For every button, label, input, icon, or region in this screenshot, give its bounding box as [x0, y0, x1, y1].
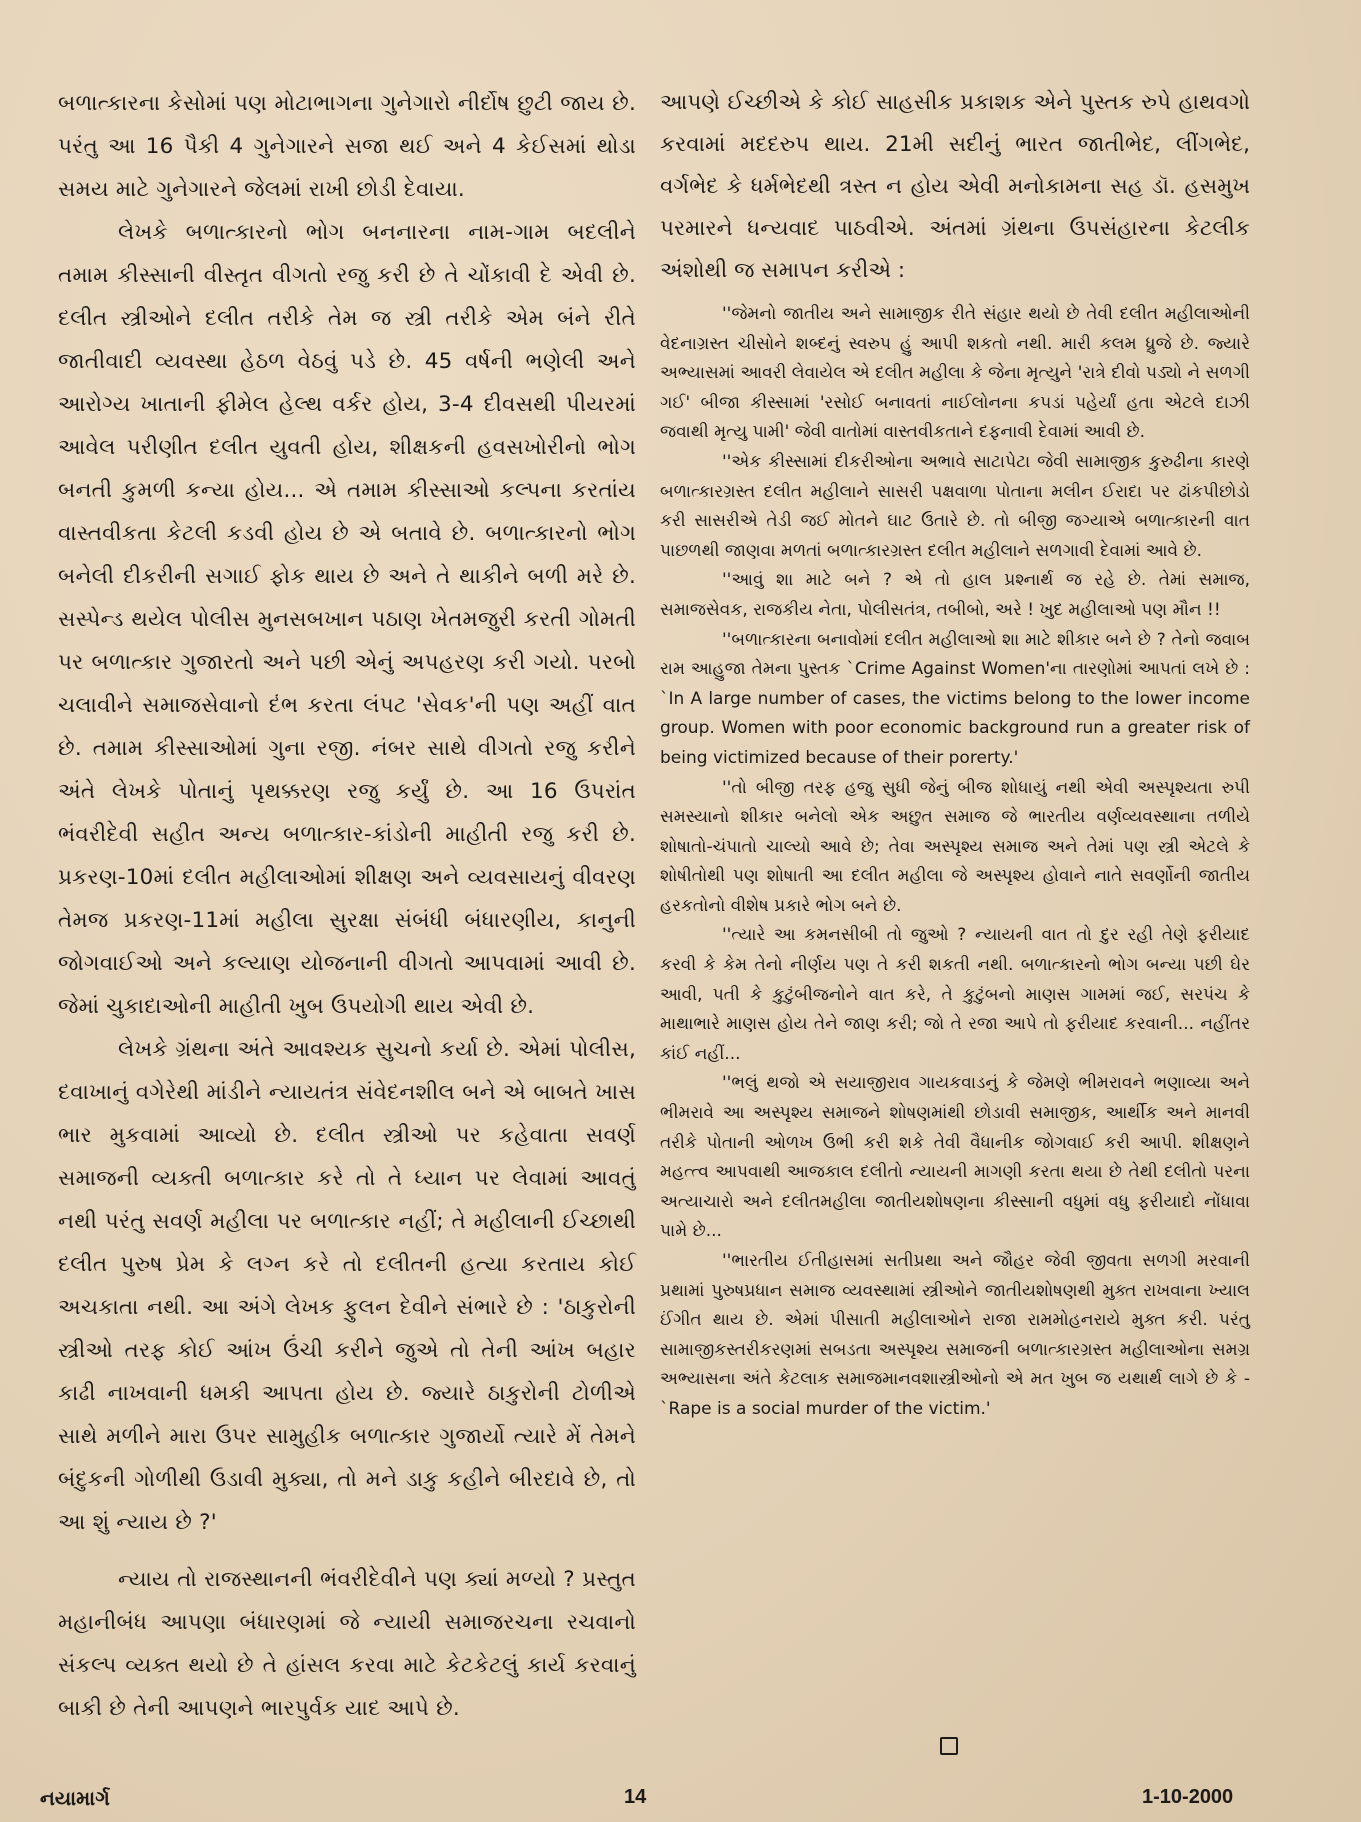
quote-paragraph: ''બળાત્કારના બનાવોમાં દલીત મહીલાઓ શા માટે શીકાર બને છે ? તેનો જવાબ રામ આહુજા તેમના પુસ્તક `Crime Against Women'ના તારણોમાં આપતાં લખે છે : `In A large number of cases, the victims belong to the lower income group. Women with poor economic background run a greater risk of being victimized because of their porerty.' — [660, 629, 1250, 768]
paragraph: આપણે ઈચ્છીએ કે કોઈ સાહસીક પ્રકાશક એને પુસ્તક રુપે હાથવગો કરવામાં મદદરુપ થાય. 21મી સદીનું ભારત જાતીભેદ, લીંગભેદ, વર્ગભેદ કે ધર્મભેદથી ત્રસ્ત ન હોય એવી મનોકામના સહ ડૉ. હસમુખ પરમારને ધન્યવાદ પાઠવીએ. અંતમાં ગ્રંથના ઉપસંહારના કેટલીક અંશોથી જ સમાપન કરીએ : — [660, 90, 1250, 283]
magazine-name: નયામાર્ગ — [40, 1786, 110, 1810]
page-number: 14 — [624, 1786, 647, 1808]
quote-paragraph: ''આવું શા માટે બને ? એ તો હાલ પ્રશ્નાર્થ જ રહે છે. તેમાં સમાજ, સમાજસેવક, રાજકીય નેતા, પોલીસતંત્ર, તબીબો, અરે ! ખુદ મહીલાઓ પણ મૌન !! — [660, 570, 1250, 620]
quote-paragraph: ''એક કીસ્સામાં દીકરીઓના અભાવે સાટાપેટા જેવી સામાજીક કુરુઢીના કારણે બળાત્કારગ્રસ્ત દલીત મહીલાને સાસરી પક્ષવાળા પોતાના મલીન ઈરાદા પર ઢાંકપીછોડો કરી સાસરીએ તેડી જઈ મોતને ઘાટ ઉતારે છે. તો બીજી જગ્યાએ બળાત્કારની વાત પાછળથી જાણવા મળતાં બળાત્કારગ્રસ્ત દલીત મહીલાને સળગાવી દેવામાં આવે છે. — [660, 451, 1250, 561]
paragraph: લેખકે બળાત્કારનો ભોગ બનનારના નામ-ગામ બદલીને તમામ કીસ્સાની વીસ્તૃત વીગતો રજુ કરી છે તે ચોંકાવી દે એવી છે. દલીત સ્ત્રીઓને દલીત તરીકે તેમ જ સ્ત્રી તરીકે એમ બંને રીતે જાતીવાદી વ્યવસ્થા હેઠળ વેઠવું પડે છે. 45 વર્ષની ભણેલી અને આરોગ્ય ખાતાની ફીમેલ હેલ્થ વર્કર હોય, 3-4 દીવસથી પીયરમાં આવેલ પરીણીત દલીત યુવતી હોય, શીક્ષકની હવસખોરીનો ભોગ બનતી કુમળી કન્યા હોય... એ તમામ કીસ્સાઓ કલ્પના કરતાંય વાસ્તવીકતા કેટલી કડવી હોય છે એ બતાવે છે. બળાત્કારનો ભોગ બનેલી દીકરીની સગાઈ ફોક થાય છે અને તે થાકીને બળી મરે છે. સસ્પેન્ડ થયેલ પોલીસ મુનસબખાન પઠાણ ખેતમજુરી કરતી ગોમતી પર બળાત્કાર ગુજારતો અને પછી એનું અપહરણ કરી ગયો. પરબો ચલાવીને સમાજસેવાનો દંભ કરતા લંપટ 'સેવક'ની પણ અહીં વાત છે. તમામ કીસ્સાઓમાં ગુના રજી. નંબર સાથે વીગતો રજુ કરીને અંતે લેખકે પોતાનું પૃથક્કરણ રજુ કર્યું છે. આ 16 ઉપરાંત ભંવરીદેવી સહીત અન્ય બળાત્કાર-કાંડોની માહીતી રજુ કરી છે. પ્રકરણ-10માં દલીત મહીલાઓમાં શીક્ષણ અને વ્યવસાયનું વીવરણ તેમજ પ્રકરણ-11માં મહીલા સુરક્ષા સંબંધી બંધારણીય, કાનુની જોગવાઈઓ અને કલ્યાણ યોજનાની વીગતો આપવામાં આવી છે. જેમાં ચુકાદાઓની માહીતી ખુબ ઉપયોગી થાય એવી છે. — [58, 220, 636, 1019]
page-footer — [0, 1786, 1361, 1816]
quote-paragraph: ''જેમનો જાતીય અને સામાજીક રીતે સંહાર થયો છે તેવી દલીત મહીલાઓની વેદનાગ્રસ્ત ચીસોને શબ્દનું સ્વરુપ હું આપી શકતો નથી. મારી કલમ ધ્રુજે છે. જ્યારે અભ્યાસમાં આવરી લેવાયેલ એ દલીત મહીલા કે જેના મૃત્યુને 'રાત્રે દીવો પડ્યો ને સળગી ગઈ' બીજા કીસ્સામાં 'રસોઈ બનાવતાં નાઈલોનના કપડાં પહેર્યાં હતા એટલે દાઝી જવાથી મૃત્યુ પામી' જેવી વાતોમાં વાસ્તવીકતાને દફનાવી દેવામાં આવી છે. — [660, 304, 1250, 443]
quote-paragraph: ''ભલું થજો એ સયાજીરાવ ગાયકવાડનું કે જેમણે ભીમરાવને ભણાવ્યા અને ભીમરાવે આ અસ્પૃશ્ય સમાજને શોષણમાંથી છોડાવી સમાજીક, આર્થીક અને માનવી તરીકે પોતાની ઓળખ ઉભી કરી શકે તેવી વૈધાનીક જોગવાઈ કરી આપી. શીક્ષણને મહત્ત્વ આપવાથી આજકાલ દલીતો ન્યાયની માગણી કરતા થયા છે તેથી દલીતો પરના અત્યાચારો અને દલીતમહીલા જાતીયશોષણના કીસ્સાની વધુમાં વધુ ફરીયાદો નોંધાવા પામે છે... — [660, 1073, 1250, 1242]
right-column — [660, 82, 1250, 1425]
quote-paragraph: ''ભારતીય ઈતીહાસમાં સતીપ્રથા અને જૌહર જેવી જીવતા સળગી મરવાની પ્રથામાં પુરુષપ્રધાન સમાજ વ્યવસ્થામાં સ્ત્રીઓને જાતીયશોષણથી મુક્ત રાખવાના ખ્યાલ ઈંગીત થાય છે. એમાં પીસાતી મહીલાઓને રાજા રામમોહનરાયે મુક્ત કરી. પરંતુ સામાજીકસ્તરીકરણમાં સબડતા અસ્પૃશ્ય સમાજની બળાત્કારગ્રસ્ત મહીલાઓના સમગ્ર અભ્યાસના અંતે કેટલાક સમાજમાનવશાસ્ત્રીઓનો એ મત ખુબ જ યથાર્થ લાગે છે કે - `Rape is a social murder of the victim.' — [660, 1251, 1250, 1419]
quote-paragraph: ''ત્યારે આ કમનસીબી તો જુઓ ? ન્યાયની વાત તો દુર રહી તેણે ફરીયાદ કરવી કે કેમ તેનો નીર્ણય પણ તે કરી શકતી નથી. બળાત્કારનો ભોગ બન્યા પછી ઘેર આવી, પતી કે કુટુંબીજનોને વાત કરે, તે કુટુંબનો માણસ ગામમાં જઈ, સરપંચ કે માથાભારે માણસ હોય તેને જાણ કરી; જો તે રજા આપે તો ફરીયાદ કરવાની... નહીંતર કાંઈ નહીં... — [660, 925, 1250, 1064]
paragraph: ન્યાય તો રાજસ્થાનની ભંવરીદેવીને પણ ક્યાં મળ્યો ? પ્રસ્તુત મહાનીબંધ આપણા બંધારણમાં જે ન્યાયી સમાજરચના રચવાનો સંકલ્પ વ્યક્ત થયો છે તે હાંસલ કરવા માટે કેટકેટલું કાર્ય કરવાનું બાકી છે તેની આપણને ભારપુર્વક યાદ આપે છે. — [58, 1567, 636, 1721]
quote-paragraph: ''તો બીજી તરફ હજુ સુધી જેનું બીજ શોધાયું નથી એવી અસ્પૃશ્યતા રુપી સમસ્યાનો શીકાર બનેલો એક અછુત સમાજ જે ભારતીય વર્ણવ્યવસ્થાના તળીયે શોષાતો-ચંપાતો ચાલ્યો આવે છે; તેવા અસ્પૃશ્ય સમાજ અને તેમાં પણ સ્ત્રી એટલે કે શોષીતોથી પણ શોષાતી આ દલીત મહીલા જે અસ્પૃશ્ય હોવાને નાતે સવર્ણોની જાતીય હરકતોનો વીશેષ પ્રકારે ભોગ બને છે. — [660, 777, 1250, 916]
paragraph: બળાત્કારના કેસોમાં પણ મોટાભાગના ગુનેગારો નીર્દોષ છુટી જાય છે. પરંતુ આ 16 પૈકી 4 ગુનેગારને સજા થઈ અને 4 કેઈસમાં થોડા સમય માટે ગુનેગારને જેલમાં રાખી છોડી દેવાયા. — [58, 91, 636, 202]
article-end-square-icon — [940, 1737, 958, 1755]
issue-date: 1-10-2000 — [1142, 1786, 1234, 1808]
left-column — [58, 82, 636, 1730]
paragraph: લેખકે ગ્રંથના અંતે આવશ્યક સુચનો કર્યા છે. એમાં પોલીસ, દવાખાનું વગેરેથી માંડીને ન્યાયતંત્ર સંવેદનશીલ બને એ બાબતે ખાસ ભાર મુકવામાં આવ્યો છે. દલીત સ્ત્રીઓ પર કહેવાતા સવર્ણ સમાજની વ્યક્તી બળાત્કાર કરે તો તે ધ્યાન પર લેવામાં આવતું નથી પરંતુ સવર્ણ મહીલા પર બળાત્કાર નહીં; તે મહીલાની ઈચ્છાથી દલીત પુરુષ પ્રેમ કે લગ્ન કરે તો દલીતની હત્યા કરતાય કોઈ અચકાતા નથી. આ અંગે લેખક ફુલન દેવીને સંભારે છે : 'ઠાકુરોની સ્ત્રીઓ તરફ કોઈ આંખ ઉંચી કરીને જુએ તો તેની આંખ બહાર કાઢી નાખવાની ધમકી આપતા હોય છે. જ્યારે ઠાકુરોની ટોળીએ સાથે મળીને મારા ઉપર સામુહીક બળાત્કાર ગુજાર્યો ત્યારે મેં તેમને બંદુકની ગોળીથી ઉડાવી મુક્યા, તો મને ડાકુ કહીને બીરદાવે છે, તો આ શું ન્યાય છે ?' — [58, 1037, 636, 1535]
